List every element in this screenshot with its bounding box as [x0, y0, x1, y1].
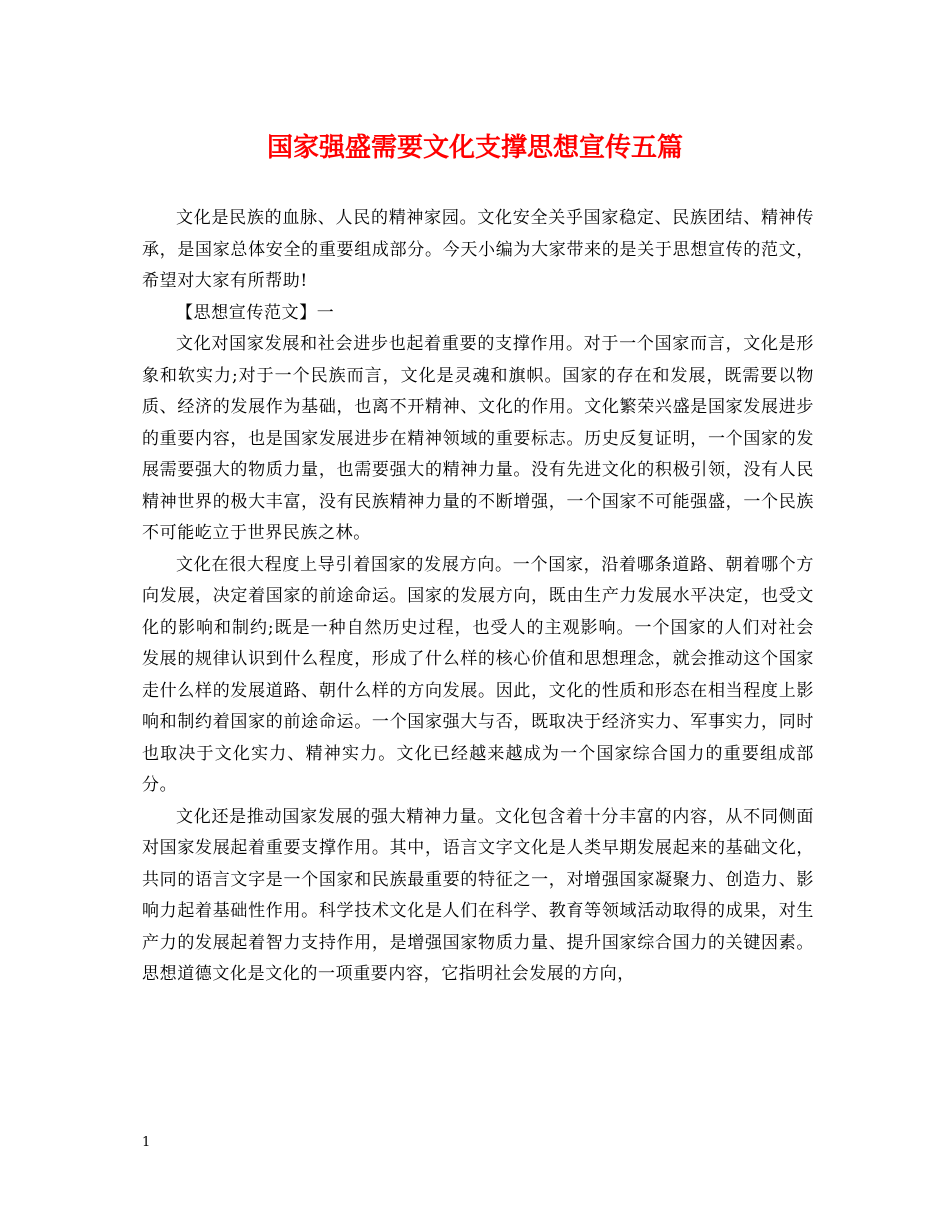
paragraph-1: 文化对国家发展和社会进步也起着重要的支撑作用。对于一个国家而言，文化是形象和软实力;对于一个民族而言，文化是灵魂和旗帜。国家的存在和发展，既需要以物质、经济的发展作为基础，也离不开精神、文化的作用。文化繁荣兴盛是国家发展进步的重要内容，也是国家发展进步在精神领域的重要标志。历史反复证明，一个国家的发展需要强大的物质力量，也需要强大的精神力量。没有先进文化的积极引领，没有人民精神世界的极大丰富，没有民族精神力量的不断增强，一个国家不可能强盛，一个民族不可能屹立于世界民族之林。 — [142, 334, 814, 543]
paragraph-3: 文化还是推动国家发展的强大精神力量。文化包含着十分丰富的内容，从不同侧面对国家发展起着重要支撑作用。其中，语言文字文化是人类早期发展起来的基础文化，共同的语言文字是一个国家和民族最重要的特征之一，对增强国家凝聚力、创造力、影响力起着基础性作用。科学技术文化是人们在科学、教育等领域活动取得的成果，对生产力的发展起着智力支持作用，是增强国家物质力量、提升国家综合国力的关键因素。思想道德文化是文化的一项重要内容，它指明社会发展的方向， — [142, 806, 814, 984]
document-body — [142, 203, 814, 991]
page-number: 1 — [142, 1135, 151, 1150]
document-title: 国家强盛需要文化支撑思想宣传五篇 — [266, 133, 683, 163]
section-heading: 【思想宣传范文】一 — [176, 302, 335, 323]
paragraph-intro: 文化是民族的血脉、人民的精神家园。文化安全关乎国家稳定、民族团结、精神传承，是国家总体安全的重要组成部分。今天小编为大家带来的是关于思想宣传的范文，希望对大家有所帮助! — [142, 208, 814, 291]
paragraph-2: 文化在很大程度上导引着国家的发展方向。一个国家，沿着哪条道路、朝着哪个方向发展，决定着国家的前途命运。国家的发展方向，既由生产力发展水平决定，也受文化的影响和制约;既是一种自然历史过程，也受人的主观影响。一个国家的人们对社会发展的规律认识到什么程度，形成了什么样的核心价值和思想理念，就会推动这个国家走什么样的发展道路、朝什么样的方向发展。因此，文化的性质和形态在相当程度上影响和制约着国家的前途命运。一个国家强大与否，既取决于经济实力、军事实力，同时也取决于文化实力、精神实力。文化已经越来越成为一个国家综合国力的重要组成部分。 — [142, 554, 814, 795]
